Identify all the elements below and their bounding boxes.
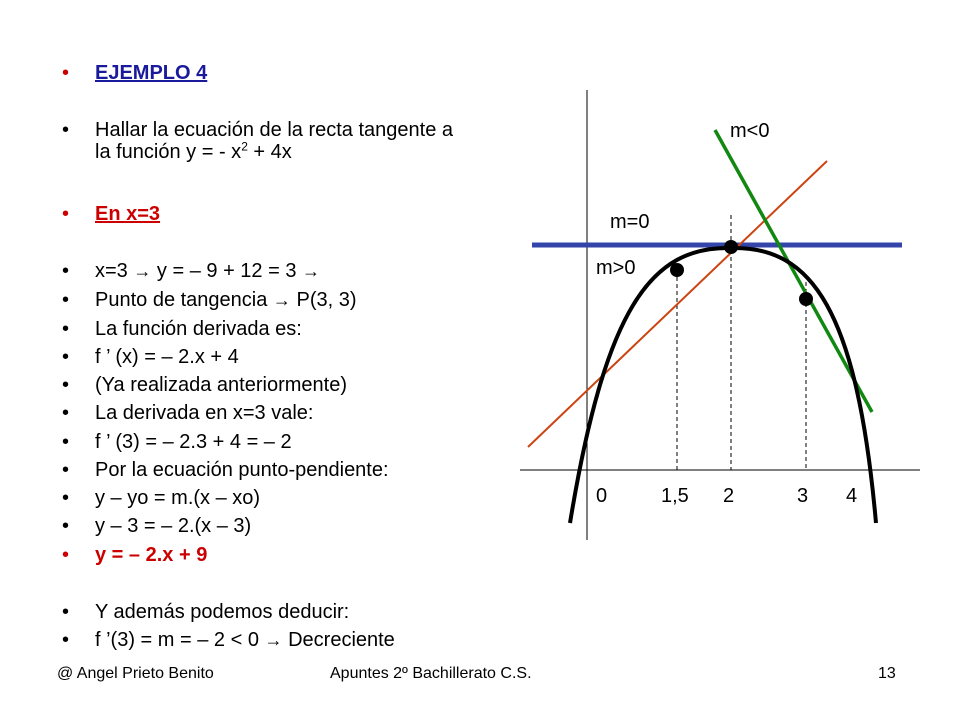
bullet-marker: • — [62, 260, 70, 282]
problem-statement: Hallar la ecuación de la recta tangente a la función y = - $x^2 + 4x$ — [95, 119, 454, 163]
example-title: EJEMPLO 4 — [95, 62, 208, 84]
bullet-marker: • — [62, 601, 70, 623]
step-text: Y además podemos deducir: — [95, 601, 350, 623]
footer-page-number: 13 — [878, 665, 896, 682]
footer-author: @ Angel Prieto Benito — [57, 665, 214, 682]
x-tick-label: 0 — [596, 485, 608, 507]
bullet-marker: • — [62, 289, 70, 311]
x-tick-label: 3 — [797, 485, 809, 507]
x-tick-label: 2 — [723, 485, 735, 507]
arrow-right-icon: → — [272, 290, 291, 310]
bullet-marker: • — [62, 459, 70, 481]
step-text: y – yo = m.(x – xo) — [95, 487, 261, 509]
x-tick-label: 4 — [846, 485, 858, 507]
tangent-line-negative — [715, 130, 872, 412]
arrow-right-icon: → — [133, 261, 152, 281]
step-text: f ’ (3) = – 2.3 + 4 = – 2 — [95, 431, 292, 453]
step-text: Punto de tangencia → P(3, 3) — [95, 289, 357, 311]
tangency-point — [724, 240, 738, 254]
bullet-marker: • — [62, 203, 70, 225]
tangent-graph — [520, 80, 940, 550]
bullet-marker: • — [62, 515, 70, 537]
step-text: f ’ (x) = – 2.x + 4 — [95, 346, 239, 368]
bullet-marker: • — [62, 62, 70, 84]
arrow-right-icon: → — [302, 261, 321, 281]
bullet-marker: • — [62, 544, 70, 566]
bullet-marker: • — [62, 431, 70, 453]
footer-course: Apuntes 2º Bachillerato C.S. — [330, 665, 532, 682]
x-tick-label: 1,5 — [661, 485, 689, 507]
step-text: x=3 → y = – 9 + 12 = 3 → — [95, 260, 321, 282]
tangency-point — [799, 292, 813, 306]
bullet-marker: • — [62, 487, 70, 509]
label-m-positive: m>0 — [596, 257, 636, 279]
step-text: y – 3 = – 2.(x – 3) — [95, 515, 252, 537]
arrow-right-icon: → — [264, 630, 283, 650]
step-text: La derivada en x=3 vale: — [95, 402, 314, 424]
condition-text: En x=3 — [95, 203, 161, 225]
bullet-marker: • — [62, 629, 70, 651]
bullet-marker: • — [62, 374, 70, 396]
step-text: (Ya realizada anteriormente) — [95, 374, 347, 396]
result-equation: y = – 2.x + 9 — [95, 544, 208, 566]
step-text: La función derivada es: — [95, 318, 302, 340]
tangency-point — [670, 263, 684, 277]
bullet-marker: • — [62, 402, 70, 424]
label-m-zero: m=0 — [610, 211, 650, 233]
bullet-marker: • — [62, 318, 70, 340]
step-text: f ’(3) = m = – 2 < 0 → Decreciente — [95, 629, 395, 651]
step-text: Por la ecuación punto-pendiente: — [95, 459, 389, 481]
label-m-negative: m<0 — [730, 120, 770, 142]
parabola-curve — [570, 248, 876, 523]
bullet-marker: • — [62, 346, 70, 368]
bullet-marker: • — [62, 119, 70, 141]
